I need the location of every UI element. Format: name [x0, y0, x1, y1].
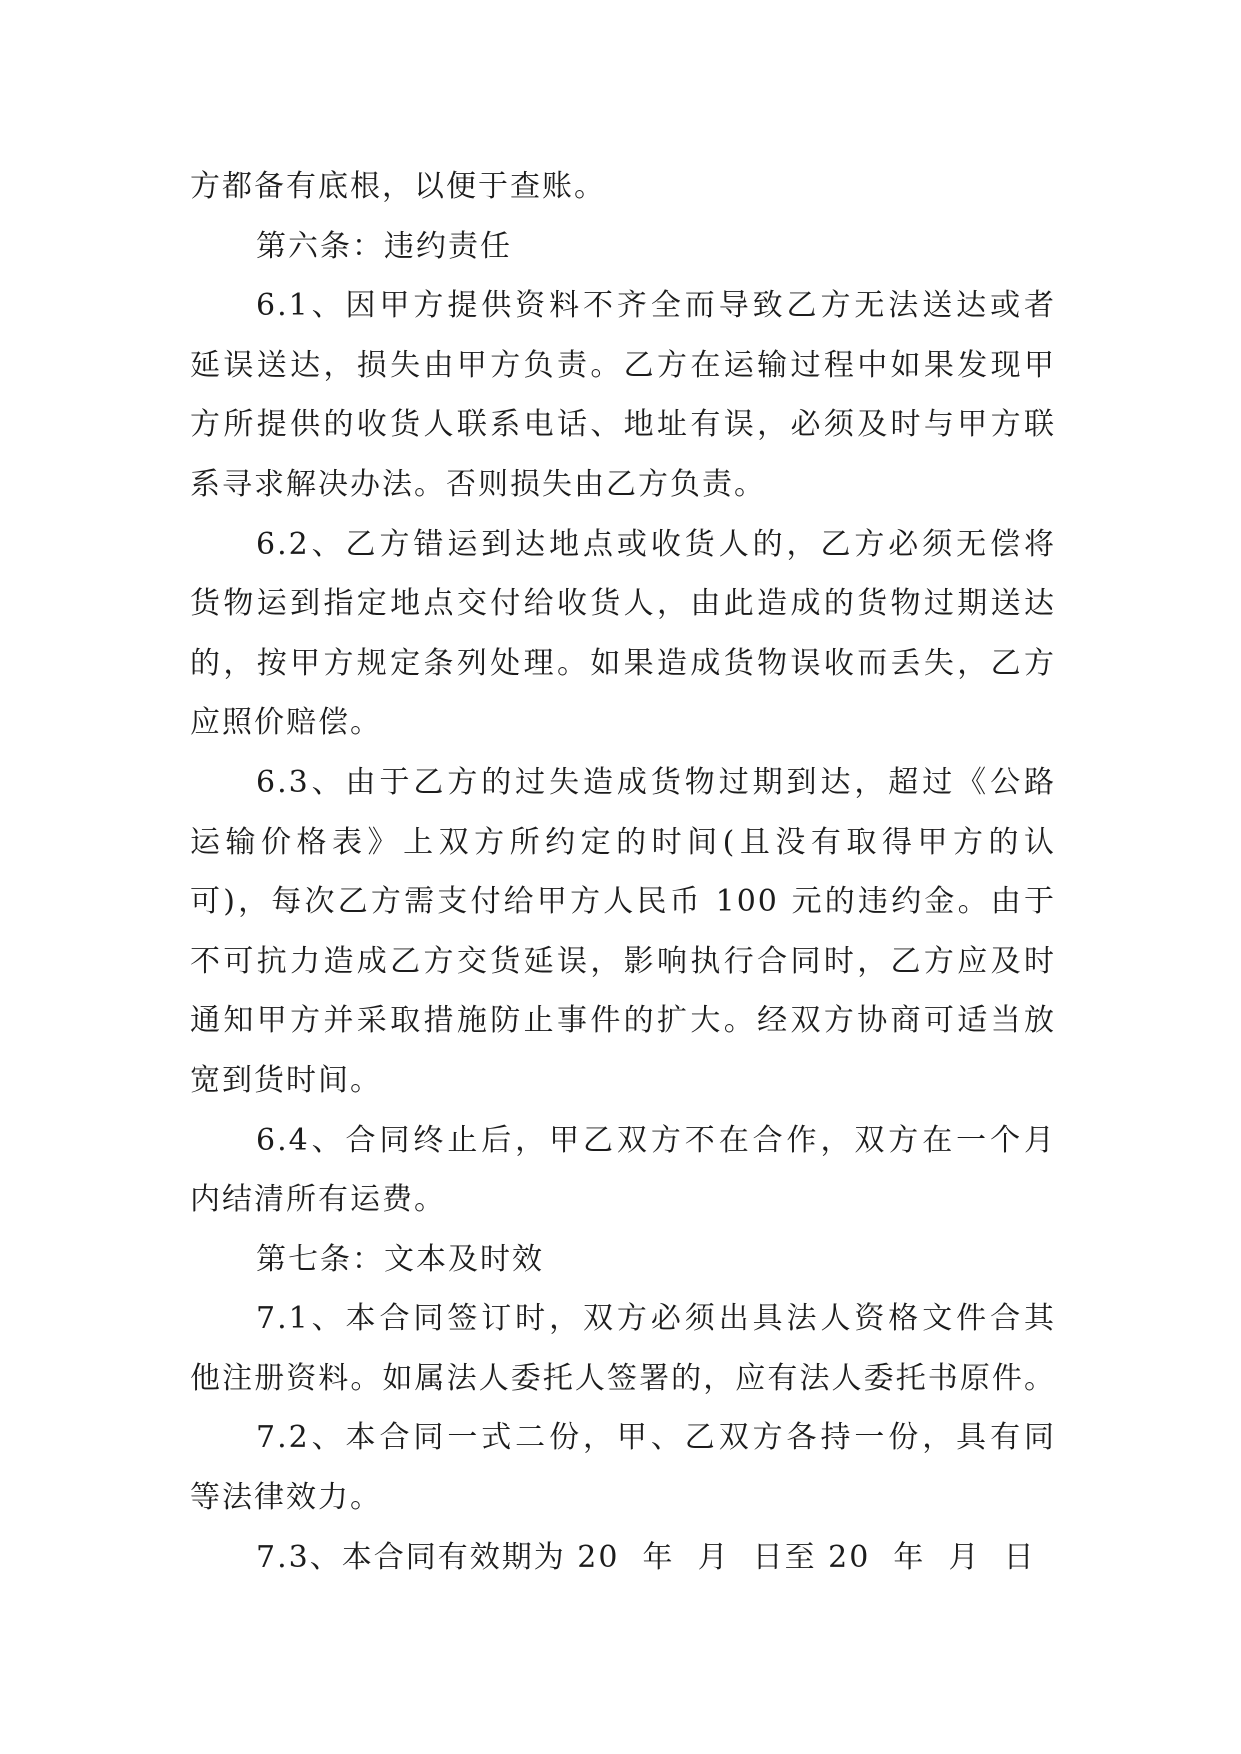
clause-line: 6.3、由于乙方的过失造成货物过期到达，超过《公路: [256, 764, 1056, 800]
paragraph-line: 延误送达，损失由甲方负责。乙方在运输过程中如果发现甲: [190, 347, 1056, 383]
paragraph-line: 等法律效力。: [190, 1480, 382, 1516]
paragraph-line: 运输价格表》上双方所约定的时间(且没有取得甲方的认: [190, 824, 1056, 860]
paragraph-line: 通知甲方并采取措施防止事件的扩大。经双方协商可适当放: [190, 1003, 1056, 1039]
clause-line: 6.1、因甲方提供资料不齐全而导致乙方无法送达或者: [256, 288, 1056, 324]
clause-line: 7.2、本合同一式二份，甲、乙双方各持一份，具有同: [256, 1420, 1056, 1456]
paragraph-line: 不可抗力造成乙方交货延误，影响执行合同时，乙方应及时: [190, 943, 1056, 979]
clause-line: 6.4、合同终止后，甲乙双方不在合作，双方在一个月: [256, 1122, 1056, 1158]
paragraph-line: 内结清所有运费。: [190, 1182, 446, 1218]
section-heading: 第六条：违约责任: [256, 228, 512, 264]
section-heading: 第七条：文本及时效: [256, 1241, 544, 1277]
paragraph-line: 方所提供的收货人联系电话、地址有误，必须及时与甲方联: [190, 407, 1056, 443]
paragraph-line: 他注册资料。如属法人委托人签署的，应有法人委托书原件。: [190, 1360, 1056, 1396]
paragraph-line: 应照价赔偿。: [190, 705, 382, 741]
contract-text: [190, 157, 1056, 1587]
paragraph-line: 系寻求解决办法。否则损失由乙方负责。: [190, 466, 766, 502]
clause-line: 6.2、乙方错运到达地点或收货人的，乙方必须无偿将: [256, 526, 1056, 562]
paragraph-line: 方都备有底根，以便于查账。: [190, 169, 606, 204]
paragraph-line: 宽到货时间。: [190, 1062, 382, 1098]
clause-line: 7.1、本合同签订时，双方必须出具法人资格文件合其: [256, 1301, 1056, 1337]
paragraph-line: 货物运到指定地点交付给收货人，由此造成的货物过期送达: [190, 586, 1056, 622]
clause-line: 7.3、本合同有效期为 20 年 月 日至 20 年 月 日: [256, 1539, 1036, 1575]
paragraph-line: 可)，每次乙方需支付给甲方人民币 100 元的违约金。由于: [190, 884, 1056, 920]
paragraph-line: 的，按甲方规定条列处理。如果造成货物误收而丢失，乙方: [190, 645, 1056, 681]
